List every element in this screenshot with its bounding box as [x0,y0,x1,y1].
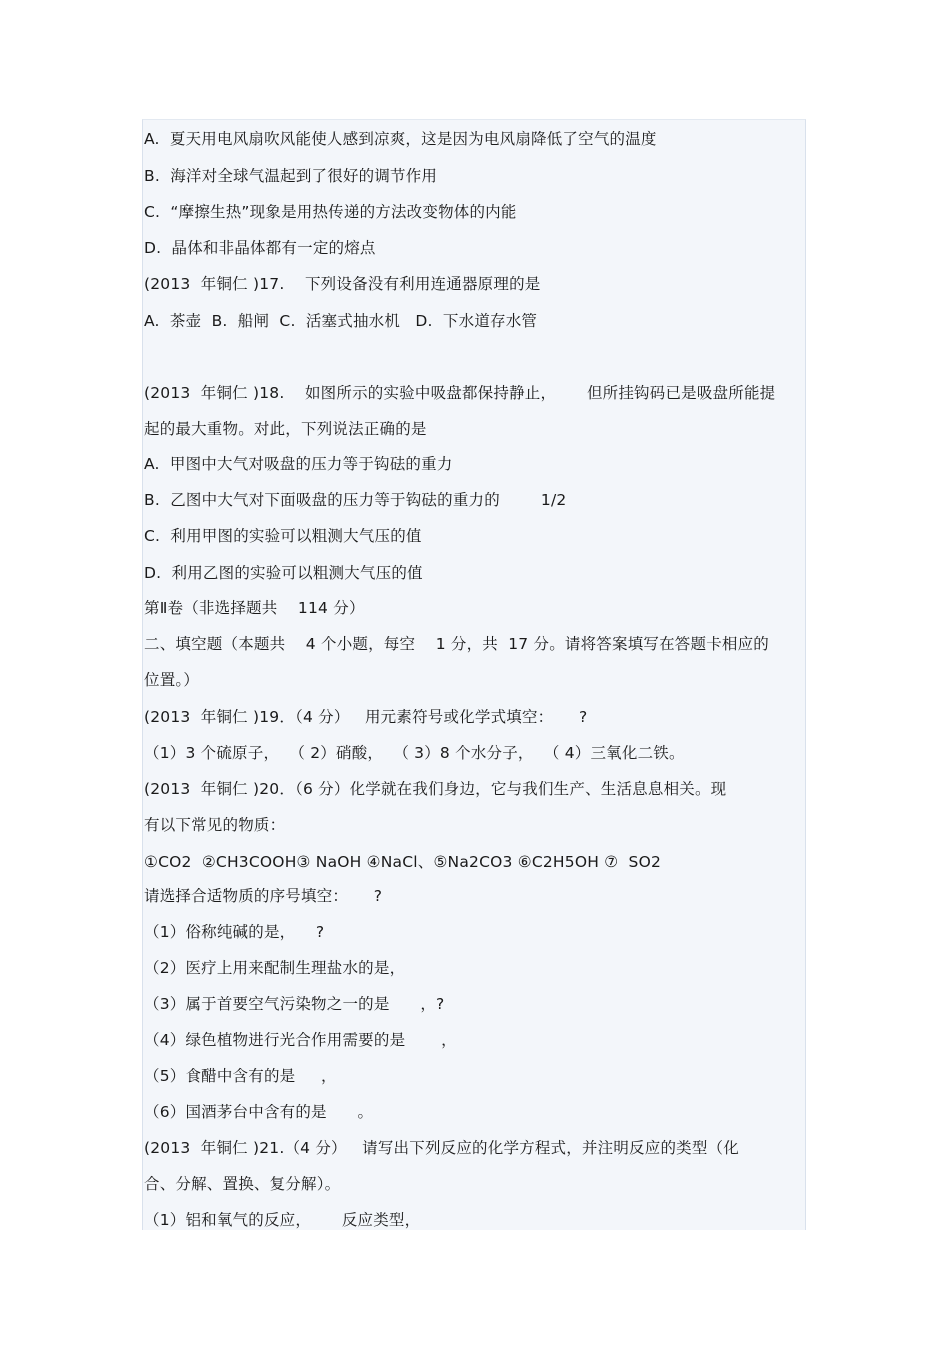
question-20-continued: 有以下常见的物质： [144,816,286,834]
option-a-line: A. 夏天用电风扇吹风能使人感到凉爽，这是因为电风扇降低了空气的温度 [144,130,657,148]
q18-option-d: D. 利用乙图的实验可以粗测大气压的值 [144,564,423,582]
fill-blank-instructions-continued: 位置。） [144,671,200,689]
question-21: (2013 年铜仁 )21.（4 分） 请写出下列反应的化学方程式，并注明反应的类型（化 [144,1139,739,1157]
q20-item-6: （6）国酒茅台中含有的是 。 [144,1103,374,1121]
q20-item-1: （1）俗称纯碱的是， ? [144,923,325,941]
option-d-line: D. 晶体和非晶体都有一定的熔点 [144,239,376,257]
question-20: (2013 年铜仁 )20．（6 分）化学就在我们身边，它与我们生产、生活息息相关。现 [144,780,727,798]
q20-item-3: （3）属于首要空气污染物之一的是 ，? [144,995,445,1013]
substance-list: ①CO2 ②CH3COOH③ NaOH ④NaCl、⑤Na2CO3 ⑥C2H5OH ⑦ SO2 [144,853,662,871]
q20-item-5: （5）食醋中含有的是 ， [144,1067,337,1085]
question-18: (2013 年铜仁 )18. 如图所示的实验中吸盘都保持静止， 但所挂钩码已是吸盘所能提 [144,384,776,402]
q18-option-c: C. 利用甲图的实验可以粗测大气压的值 [144,527,422,545]
question-17-options: A. 茶壶 B. 船闸 C. 活塞式抽水机 D. 下水道存水管 [144,312,538,330]
question-18-continued: 起的最大重物。对此，下列说法正确的是 [144,420,427,438]
fill-blank-instructions: 二、填空题（本题共 4 个小题，每空 1 分，共 17 分。请将答案填写在答题卡相应的 [144,635,769,653]
question-17: (2013 年铜仁 )17. 下列设备没有利用连通器原理的是 [144,275,541,293]
q20-item-2: （2）医疗上用来配制生理盐水的是， [144,959,406,977]
question-21-continued: 合、分解、置换、复分解）。 [144,1175,341,1193]
q20-item-4: （4）绿色植物进行光合作用需要的是 ， [144,1031,457,1049]
option-b-line: B. 海洋对全球气温起到了很好的调节作用 [144,167,438,185]
question-19-items: （1）3 个硫原子， （ 2）硝酸， （ 3）8 个水分子， （ 4）三氧化二铁。 [144,744,685,762]
q18-option-b: B. 乙图中大气对下面吸盘的压力等于钩砝的重力的 1/2 [144,491,567,509]
q18-option-a: A. 甲图中大气对吸盘的压力等于钩砝的重力 [144,455,453,473]
question-20-prompt: 请选择合适物质的序号填空： ? [144,887,383,905]
section-heading: 第Ⅱ卷（非选择题共 114 分） [144,599,365,617]
option-c-line: C. “摩擦生热”现象是用热传递的方法改变物体的内能 [144,203,517,221]
q21-item-1: （1）铝和氧气的反应， 反应类型， [144,1211,421,1229]
question-19: (2013 年铜仁 )19．（4 分） 用元素符号或化学式填空： ? [144,708,588,726]
